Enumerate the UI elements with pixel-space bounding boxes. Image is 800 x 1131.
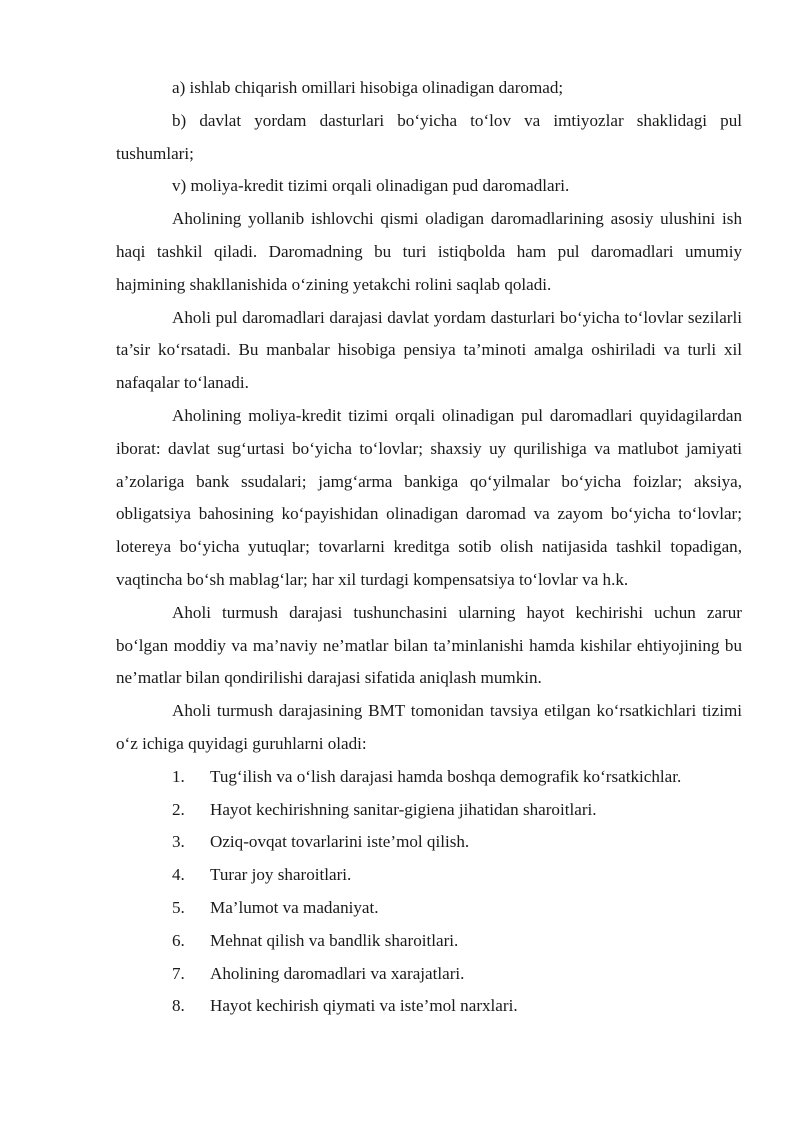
list-item-number: 1.	[172, 766, 185, 786]
list-item	[172, 925, 742, 958]
list-item	[172, 990, 742, 1023]
list-item	[172, 958, 742, 991]
paragraph-credit-income: Aholining moliya-kredit tizimi orqali olinadigan pul daromadlari quyidagilardan iborat: davlat sug‘urtasi bo‘yicha to‘lovlar; shaxsiy uy qurilishiga va matlubot jamiyati a’zolariga bank ssudalari; jamg‘arma bankiga qo‘yilmalar bo‘yicha foizlar; aksiya, obligatsiya bahosining ko‘payishidan olinadigan daromad va zayom bo‘yicha to‘lovlar; lotereya bo‘yicha yutuqlar; tovarlarni kreditga sotib olish natijasida tashkil topadigan, vaqtincha bo‘sh mablag‘lar; har xil turdagi kompensatsiya to‘lovlar va h.k.	[116, 405, 742, 589]
list-item	[172, 794, 742, 827]
list-item-number: 5.	[172, 897, 185, 917]
list-item-number: 7.	[172, 963, 185, 983]
indicator-list	[116, 761, 742, 1023]
paragraph-un-indicators: Aholi turmush darajasining BMT tomonidan tavsiya etilgan ko‘rsatkichlari tizimi o‘z ichiga quyidagi guruhlarni oladi:	[116, 701, 742, 753]
list-item	[172, 761, 742, 794]
list-item	[172, 892, 742, 925]
list-item-text: Hayot kechirish qiymati va iste’mol narxlari.	[210, 996, 518, 1016]
list-item	[172, 859, 742, 892]
list-item-text: Tug‘ilish va o‘lish darajasi hamda boshqa demografik ko‘rsatkichlar.	[210, 766, 682, 786]
list-item-text: Ma’lumot va madaniyat.	[210, 897, 379, 917]
list-item-number: 6.	[172, 930, 185, 950]
list-item-number: 4.	[172, 865, 185, 885]
paragraph-living-standard: Aholi turmush darajasi tushunchasini ularning hayot kechirishi uchun zarur bo‘lgan moddiy va ma’naviy ne’matlar bilan ta’minlanishi hamda kishilar ehtiyojining bu ne’matlar bilan qondirilishi darajasi sifatida aniqlash mumkin.	[116, 602, 742, 688]
list-item-number: 3.	[172, 832, 185, 852]
list-item-number: 8.	[172, 996, 185, 1016]
list-item-text: Mehnat qilish va bandlik sharoitlari.	[210, 930, 459, 950]
list-item-number: 2.	[172, 799, 185, 819]
paragraph-state-support: Aholi pul daromadlari darajasi davlat yordam dasturlari bo‘yicha to‘lovlar sezilarli ta’sir ko‘rsatadi. Bu manbalar hisobiga pensiya ta’minoti amalga oshiriladi va turli xil nafaqalar to‘lanadi.	[116, 307, 742, 393]
paragraph-wages: Aholining yollanib ishlovchi qismi oladigan daromadlarining asosiy ulushini ish haqi tashkil qiladi. Daromadning bu turi istiqbolda ham pul daromadlari umumiy hajmining shakllanishida o‘zining yetakchi rolini saqlab qoladi.	[116, 209, 742, 294]
paragraph-b: b) davlat yordam dasturlari bo‘yicha to‘lov va imtiyozlar shaklidagi pul tushumlari;	[116, 110, 742, 163]
paragraph-v: v) moliya-kredit tizimi orqali olinadigan pud daromadlari.	[172, 176, 570, 196]
list-item-text: Turar joy sharoitlari.	[210, 865, 352, 885]
list-item-text: Hayot kechirishning sanitar-gigiena jihatidan sharoitlari.	[210, 799, 597, 819]
list-item-text: Oziq-ovqat tovarlarini iste’mol qilish.	[210, 832, 470, 852]
paragraph-a: a) ishlab chiqarish omillari hisobiga olinadigan daromad;	[172, 78, 564, 97]
list-item	[172, 826, 742, 859]
list-item-text: Aholining daromadlari va xarajatlari.	[210, 963, 465, 983]
